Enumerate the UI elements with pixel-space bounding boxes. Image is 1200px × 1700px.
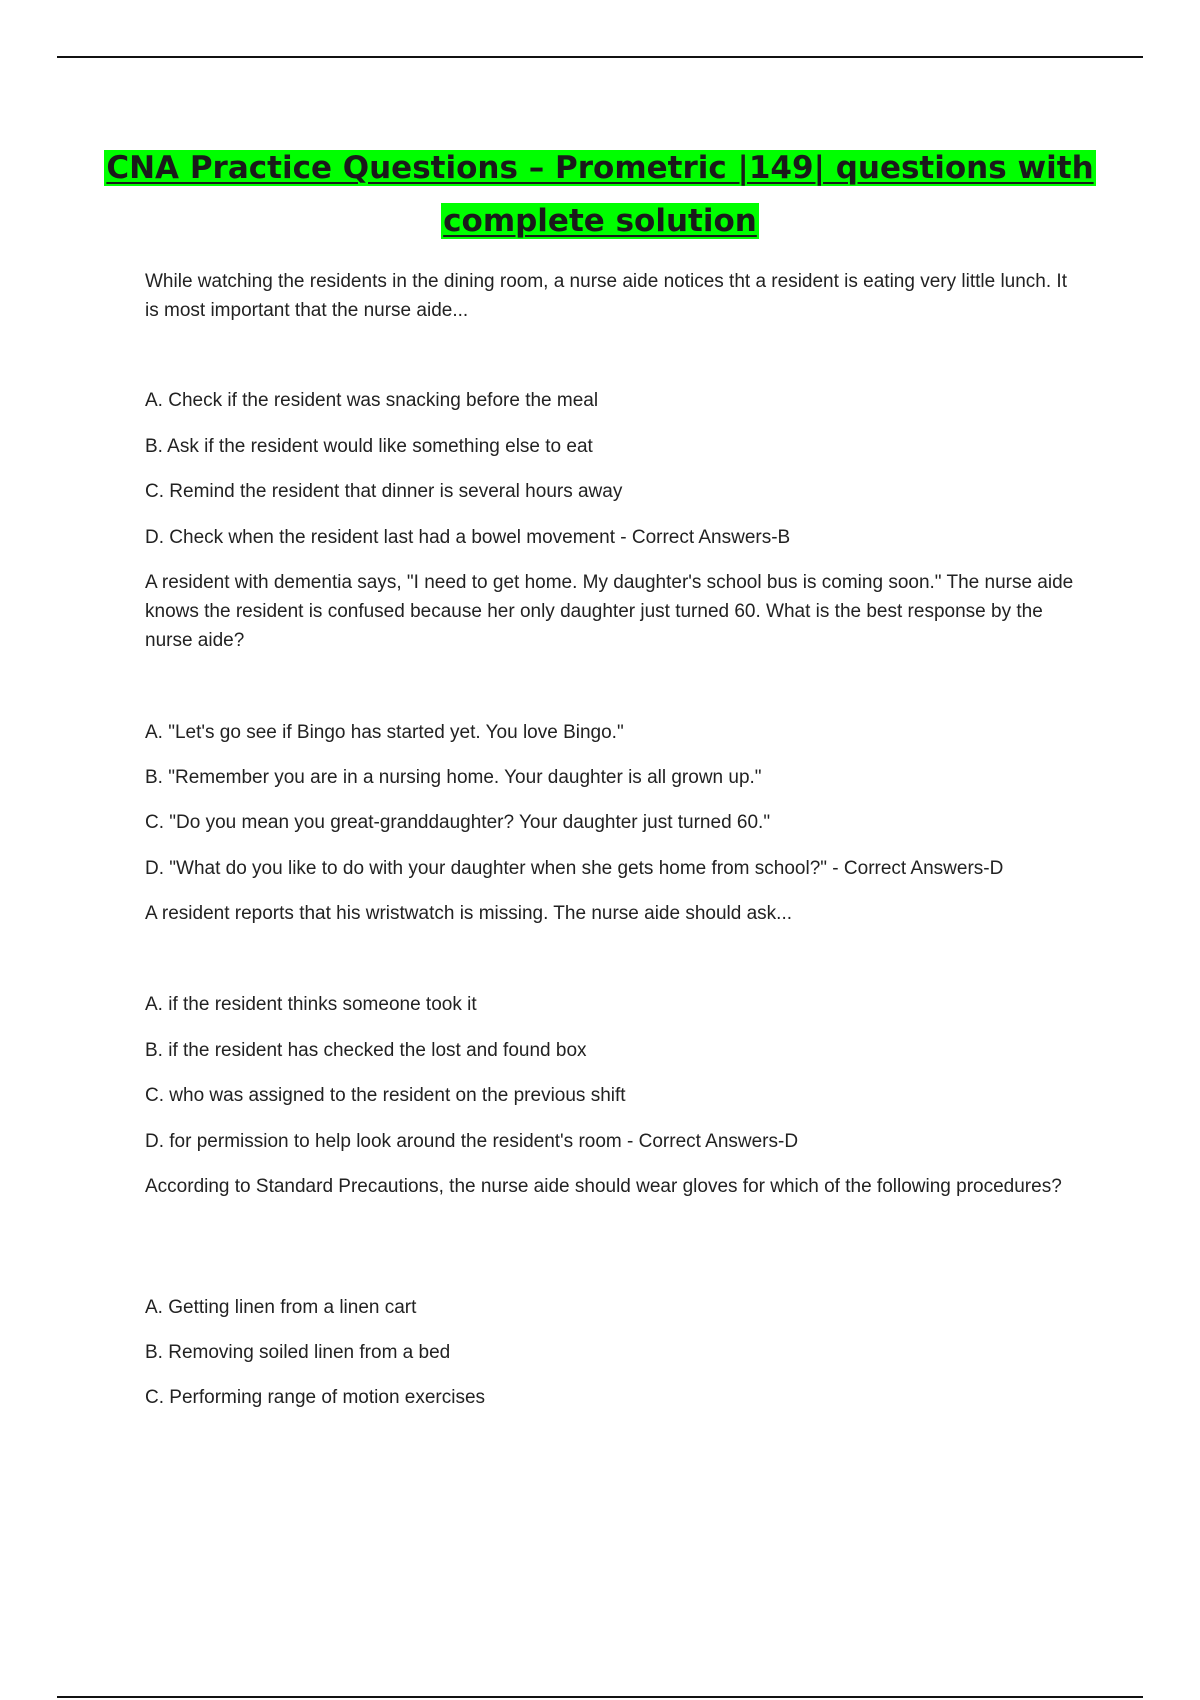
question-4-option-a: A. Getting linen from a linen cart	[145, 1297, 417, 1318]
document-title	[100, 142, 1100, 248]
question-2-option-b: B. "Remember you are in a nursing home. Your daughter is all grown up."	[145, 767, 762, 788]
question-1-option-a: A. Check if the resident was snacking before the meal	[145, 390, 599, 411]
question-1-option-c: C. Remind the resident that dinner is several hours away	[145, 481, 623, 502]
question-1-option-d: D. Check when the resident last had a bowel movement - Correct Answers-B	[145, 527, 791, 548]
question-1-option-b: B. Ask if the resident would like something else to eat	[145, 436, 593, 457]
document-title-text: CNA Practice Questions – Prometric |149| questions with complete solution	[106, 150, 1094, 239]
question-1-stem: While watching the residents in the dining room, a nurse aide notices tht a resident is eating very little lunch. It is most important that the nurse aide...	[145, 271, 1067, 321]
question-3-option-c: C. who was assigned to the resident on the previous shift	[145, 1085, 626, 1106]
question-2-option-a: A. "Let's go see if Bingo has started yet. You love Bingo."	[145, 722, 624, 743]
question-3-stem: A resident reports that his wristwatch is missing. The nurse aide should ask...	[145, 903, 793, 924]
question-2-option-c: C. "Do you mean you great-granddaughter? Your daughter just turned 60."	[145, 812, 771, 833]
header-rule	[57, 56, 1143, 58]
question-2-option-d: D. "What do you like to do with your daughter when she gets home from school?" - Correct Answers-D	[145, 858, 1004, 879]
question-4-option-b: B. Removing soiled linen from a bed	[145, 1342, 451, 1363]
question-4-stem: According to Standard Precautions, the nurse aide should wear gloves for which of the following procedures?	[145, 1176, 1062, 1197]
question-4-option-c: C. Performing range of motion exercises	[145, 1387, 486, 1408]
question-3-option-b: B. if the resident has checked the lost and found box	[145, 1040, 587, 1061]
question-2-stem: A resident with dementia says, "I need to get home. My daughter's school bus is coming soon." The nurse aide knows the resident is confused because her only daughter just turned 60. What is the best response by the nurse aide?	[145, 572, 1074, 651]
question-3-option-a: A. if the resident thinks someone took it	[145, 994, 477, 1015]
question-3-option-d: D. for permission to help look around the resident's room - Correct Answers-D	[145, 1131, 799, 1152]
footer-rule	[57, 1696, 1143, 1698]
